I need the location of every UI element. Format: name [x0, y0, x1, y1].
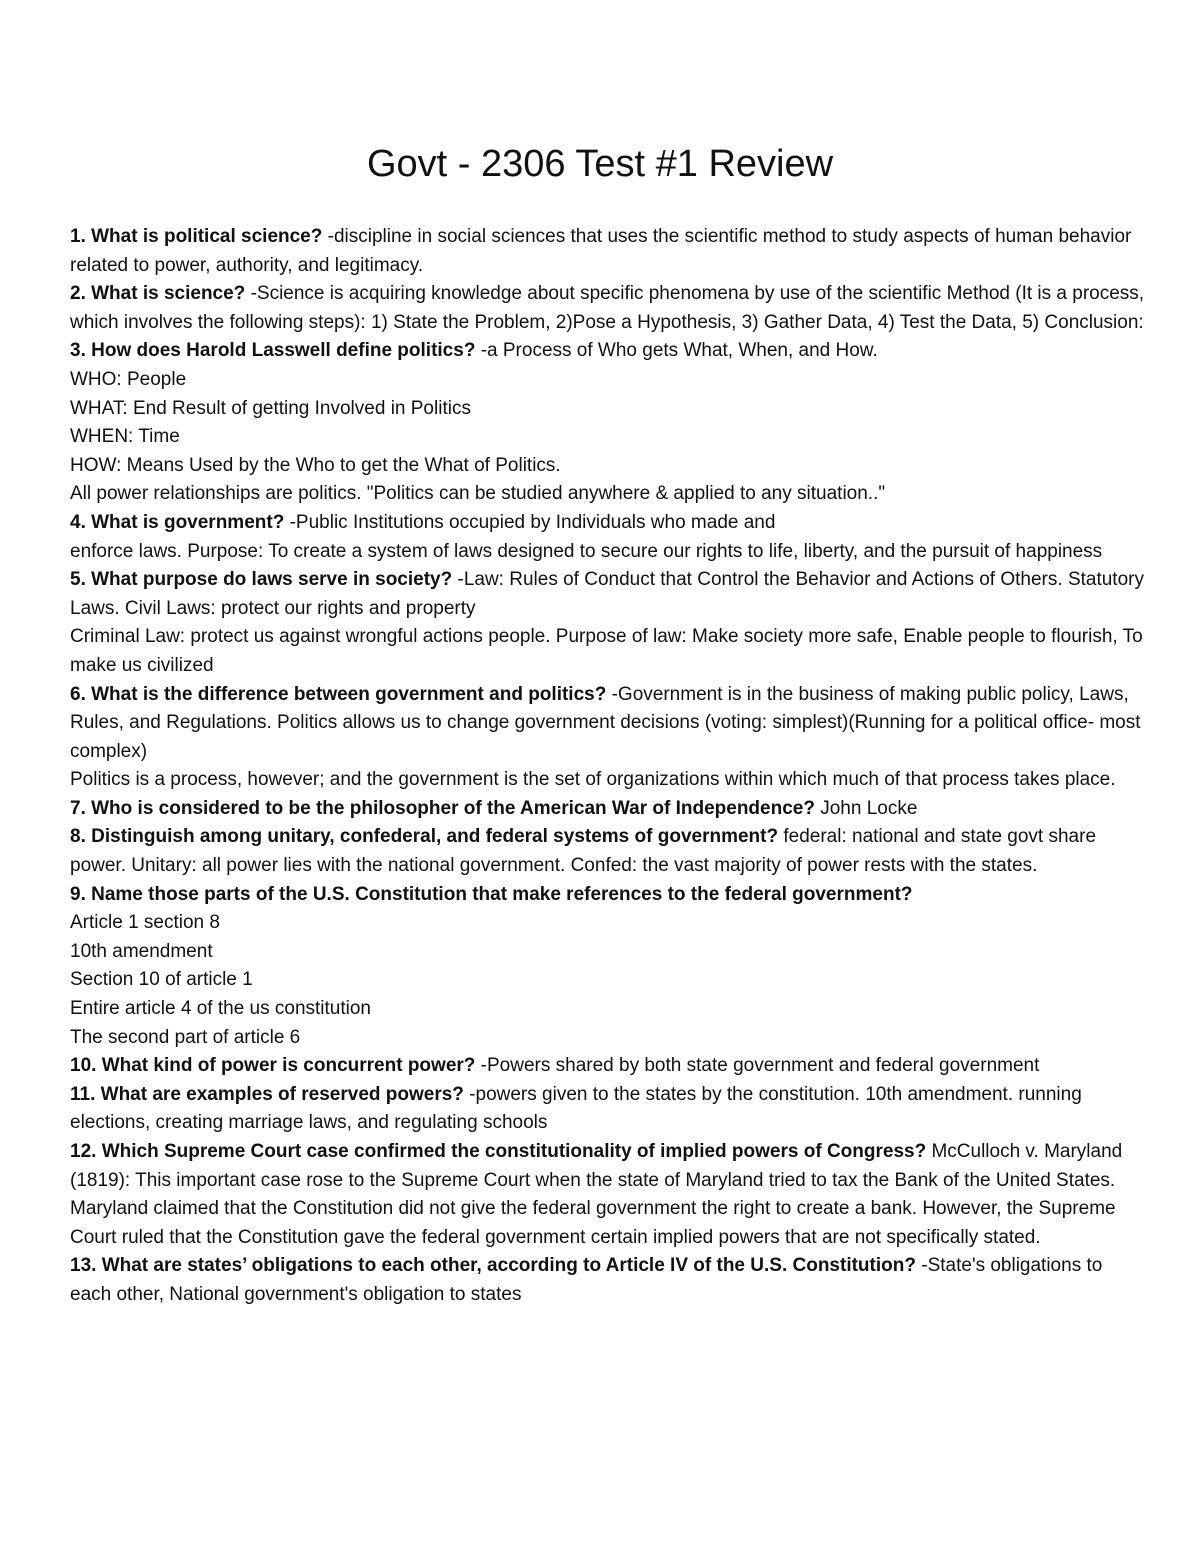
question-4: [70, 509, 1145, 538]
answer-line: WHO: People: [70, 368, 187, 390]
question-13: [70, 1252, 1145, 1309]
question-2: [70, 280, 1145, 337]
page-title: Govt - 2306 Test #1 Review: [366, 143, 834, 185]
question-text: 6. What is the difference between government and politics?: [70, 683, 607, 705]
answer-line: Politics is a process, however; and the government is the set of organizations within which much of that process takes place.: [70, 769, 1116, 791]
question-text: 1. What is political science?: [70, 226, 323, 247]
answer-line: enforce laws. Purpose: To create a system of laws designed to secure our rights to life, liberty, and the pursuit of happiness: [70, 540, 1103, 562]
answer-line: Article 1 section 8: [70, 912, 220, 934]
question-12: [70, 1138, 1145, 1252]
answer-text: -powers given to the states by the constitution. 10th amendment. running elections, creating marriage laws, and regulating schools: [70, 1083, 1082, 1134]
answer-text: McCulloch v. Maryland (1819): This important case rose to the Supreme Court when the state of Maryland tried to tax the Bank of the United States. Maryland claimed that the Constitution did not give the federal government the right to create a bank. However, the Supreme Court ruled that the Constitution gave the federal government certain implied powers that are not specifically stated.: [70, 1141, 1123, 1248]
answer-text: federal: national and state govt share power. Unitary: all power lies with the national government. Confed: the vast majority of power rests with the states.: [70, 826, 1097, 877]
question-7: [70, 795, 1145, 824]
answer-line: HOW: Means Used by the Who to get the What of Politics.: [70, 454, 561, 476]
question-text: 8. Distinguish among unitary, confederal, and federal systems of government?: [70, 826, 779, 848]
answer-line: All power relationships are politics. "Politics can be studied anywhere & applied to any situation..": [70, 483, 886, 505]
question-text: 10. What kind of power is concurrent power?: [70, 1055, 476, 1077]
question-text: 13. What are states’ obligations to each other, according to Article IV of the U.S. Constitution?: [70, 1255, 916, 1277]
answer-text: -Science is acquiring knowledge about specific phenomena by use of the scientific Method (It is a process, which involves the following steps): 1) State the Problem, 2)Pose a Hypothesis, 3) Gather Data, 4) Test the Data, 5) Conclusion:: [70, 283, 1145, 333]
question-8: [70, 823, 1145, 880]
question-10: [70, 1052, 1145, 1081]
question-text: 4. What is government?: [70, 511, 285, 533]
question-3: [70, 337, 1145, 366]
answer-line: WHEN: Time: [70, 426, 180, 448]
answer-line: WHAT: End Result of getting Involved in Politics: [70, 397, 471, 419]
question-5: [70, 566, 1145, 623]
question-text: 5. What purpose do laws serve in society?: [70, 569, 453, 591]
question-text: 9. Name those parts of the U.S. Constitution that make references to the federal government?: [70, 883, 913, 905]
answer-text: -Government is in the business of making public policy, Laws, Rules, and Regulations. Politics allows us to change government decisions (voting: simplest)(Running for a political office- most complex): [70, 683, 1141, 762]
answer-text: -State's obligations to each other, National government's obligation to states: [70, 1255, 1103, 1305]
question-text: 2. What is science?: [70, 283, 246, 305]
answer-text: -a Process of Who gets What, When, and How.: [475, 340, 878, 362]
question-text: 7. Who is considered to be the philosopher of the American War of Independence?: [70, 797, 815, 819]
review-content: [70, 223, 1145, 1310]
question-9: [70, 881, 1145, 910]
question-text: 12. Which Supreme Court case confirmed the constitutionality of implied powers of Congress?: [70, 1141, 927, 1162]
question-text: 3. How does Harold Lasswell define politics?: [70, 340, 476, 362]
answer-text: John Locke: [814, 797, 918, 819]
answer-line: Criminal Law: protect us against wrongful actions people. Purpose of law: Make society more safe, Enable people to flourish, To make us civilized: [70, 626, 1143, 676]
question-11: [70, 1081, 1145, 1138]
answer-text: -Powers shared by both state government and federal government: [475, 1055, 1040, 1077]
answer-text: -Law: Rules of Conduct that Control the Behavior and Actions of Others. Statutory Laws. Civil Laws: protect our rights and property: [70, 569, 1144, 619]
question-text: 11. What are examples of reserved powers?: [70, 1083, 464, 1105]
answer-text: -Public Institutions occupied by Individuals who made and: [284, 511, 776, 533]
answer-line: Entire article 4 of the us constitution: [70, 998, 371, 1020]
answer-line: Section 10 of article 1: [70, 969, 253, 991]
question-1: [70, 223, 1145, 280]
answer-text: -discipline in social sciences that uses the scientific method to study aspects of human behavior related to power, authority, and legitimacy.: [70, 226, 1132, 276]
question-6: [70, 681, 1145, 767]
answer-line: The second part of article 6: [70, 1026, 301, 1048]
answer-line: 10th amendment: [70, 940, 213, 962]
